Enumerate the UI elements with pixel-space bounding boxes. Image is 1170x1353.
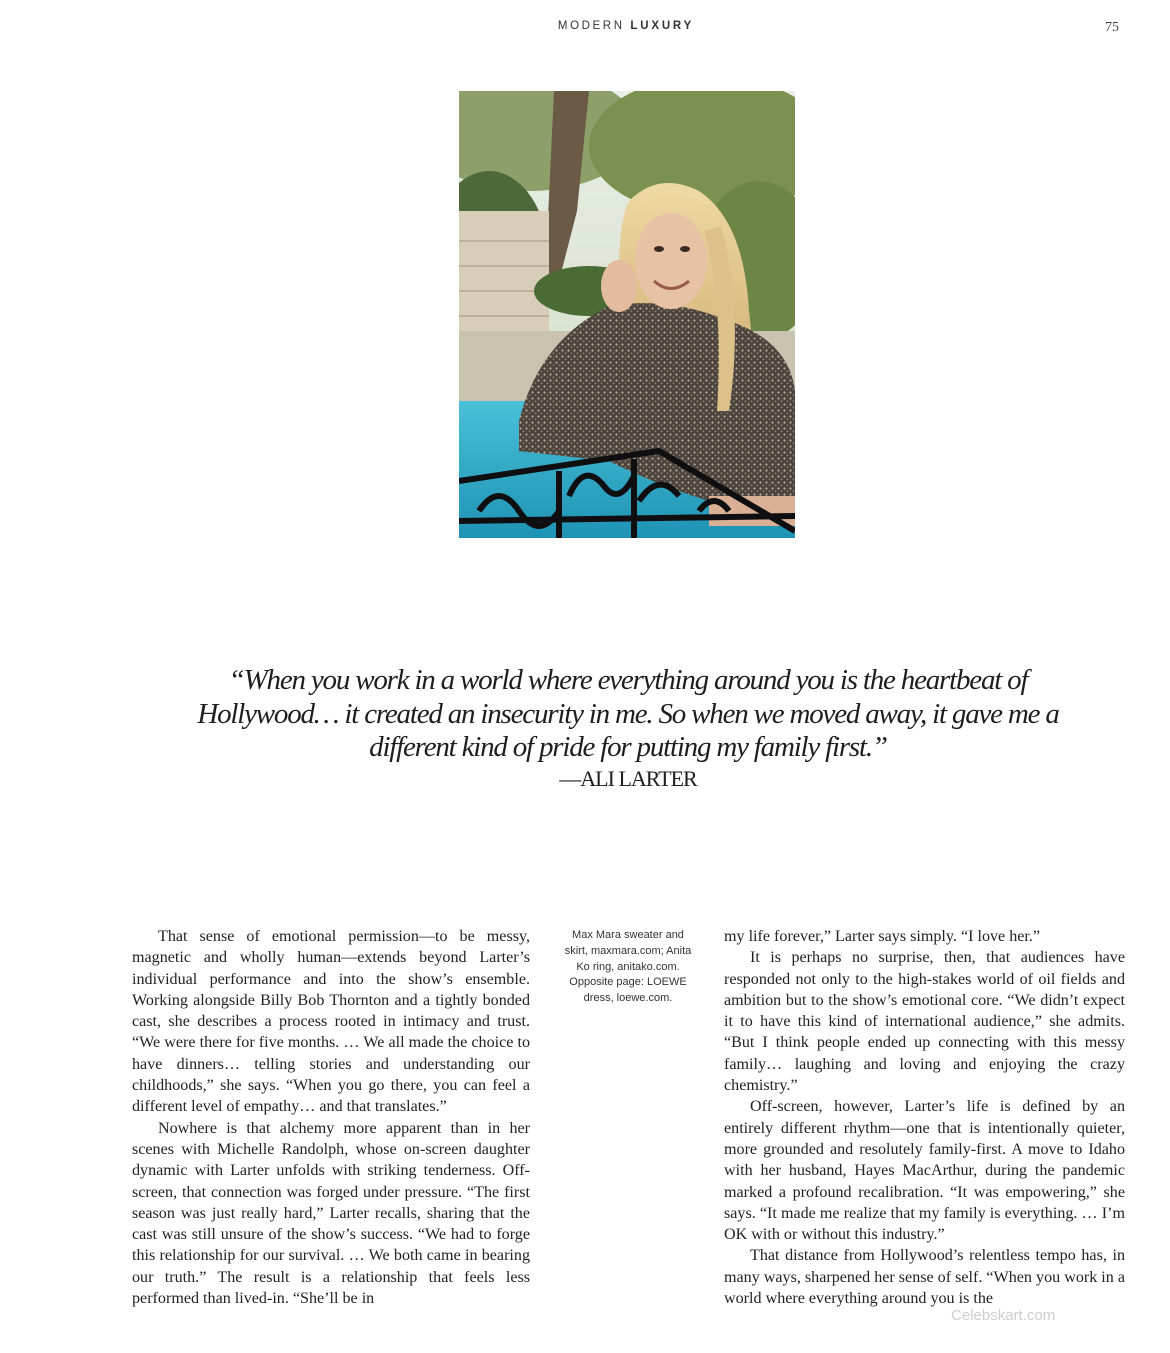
pull-quote-line: “When you work in a world where everything around you is the heartbeat of (228, 664, 1028, 696)
pull-quote (140, 664, 1116, 765)
article-paragraph: Off-screen, however, Larter’s life is defined by an entirely different rhythm—one that is intentionally quieter, more grounded and resolutely family-first. A move to Idaho with her husband, Hayes MacArthur, during the pandemic marked a profound recalibration. “It was empowering,” she says. “It made me realize that my family is everything. … I’m OK with or without this industry.” (724, 1098, 1125, 1244)
article-column-left (132, 926, 530, 1309)
article-paragraph: Nowhere is that alchemy more apparent than in her scenes with Michelle Randolph, whose on-screen daughter dynamic with Larter unfolds with striking tenderness. Off-screen, that connection was forged under pressure. “The first season was just really hard,” Larter recalls, sharing that the cast was still unsure of the show’s success. “We had to forge this relationship for our survival. … We both came in bearing our truth.” The result is a relationship that feels less performed than lived-in. “She’ll be in (132, 1119, 530, 1308)
article-paragraph: That distance from Hollywood’s relentless tempo has, in many ways, sharpened her sense of self. “When you work in a world where everything around you is the (724, 1247, 1125, 1308)
pull-quote-line: different kind of pride for putting my family first.” (369, 731, 887, 763)
caption-line: skirt, maxmara.com; Anita (564, 944, 692, 957)
caption-line: Ko ring, anitako.com. (576, 960, 680, 973)
caption-line: Opposite page: LOEWE (569, 976, 687, 989)
magazine-masthead (0, 20, 1170, 32)
article-paragraph: That sense of emotional permission—to be messy, magnetic and wholly human—extends beyond Larter’s individual performance and into the show’s ensemble. Working alongside Billy Bob Thornton and a tightly bonded cast, she describes a process rooted in intimacy and trust. “We were there for five months. … We all made the choice to have dinners… telling stories and understanding our childhoods,” she says. “When you go there, you can feel a different level of empathy… and that translates.” (132, 928, 530, 1116)
portrait-photo (459, 91, 795, 538)
page-number: 75 (1105, 20, 1119, 35)
caption-line: dress, loewe.com. (583, 992, 673, 1005)
masthead-bold: LUXURY (630, 20, 695, 32)
watermark: Celebskart.com (951, 1307, 1056, 1324)
article-paragraph: my life forever,” Larter says simply. “I love her.” (724, 928, 1041, 945)
article-column-right (724, 926, 1125, 1309)
masthead-light: MODERN (557, 20, 625, 32)
caption-line: Max Mara sweater and (572, 929, 684, 941)
article-paragraph: It is perhaps no surprise, then, that audiences have responded not only to the high-stakes world of oil fields and ambition but to the show’s emotional core. “We didn’t expect it to have this kind of international audience,” she admits. “But I think people ended up connecting with this messy family… laughing and loving and enjoying the crazy chemistry.” (724, 949, 1125, 1095)
portrait-photo-icon (459, 91, 795, 538)
pull-quote-line: Hollywood… it created an insecurity in me. So when we moved away, it gave me a (197, 697, 1059, 730)
photo-caption (557, 928, 699, 1007)
pull-quote-attribution: —ALI LARTER (559, 766, 697, 791)
